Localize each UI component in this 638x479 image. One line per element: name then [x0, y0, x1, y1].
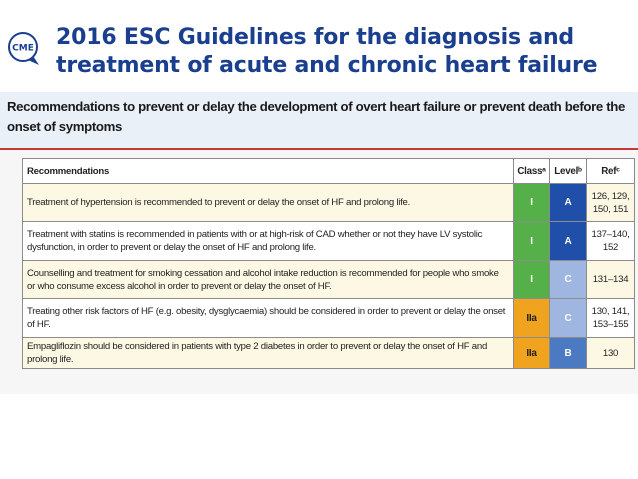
recommendation-text: Empagliflozin should be considered in patients with type 2 diabetes in order to prevent or delay the onset of HF and prolong life. — [23, 338, 514, 369]
ref-line-1: 131–134 — [592, 274, 629, 285]
table-row — [23, 184, 635, 222]
class-badge: I — [514, 222, 550, 261]
page-title — [56, 24, 597, 80]
reference-cell — [587, 261, 635, 299]
recommendation-text: Counselling and treatment for smoking cessation and alcohol intake reduction is recommended for people who smoke or who consume excess alcohol in order to prevent or delay the onset of HF. — [23, 261, 514, 299]
ref-line-2: 153–155 — [592, 319, 629, 330]
recommendation-text: Treatment with statins is recommended in patients with or at high-risk of CAD whether or not they have LV systolic dysfunction, in order to prevent or delay the onset of HF and prolong life. — [23, 222, 514, 261]
table-header-row — [23, 159, 635, 184]
level-badge: A — [550, 222, 587, 261]
recommendation-text: Treating other risk factors of HF (e.g. obesity, dysglycaemia) should be considered in order to prevent or delay the onset of HF. — [23, 299, 514, 338]
reference-cell — [587, 299, 635, 338]
header-ref: Refᶜ — [587, 159, 635, 184]
table-row — [23, 222, 635, 261]
header-recommendations: Recommendations — [23, 159, 514, 184]
cme-logo-text: CME — [12, 43, 34, 54]
ref-line-1: 126, 129, — [591, 190, 630, 202]
class-badge: IIa — [514, 299, 550, 338]
title-line-2: treatment of acute and chronic heart failure — [56, 53, 598, 78]
ref-line-1: 137–140, — [591, 229, 630, 240]
level-badge: C — [550, 299, 587, 338]
level-badge: C — [550, 261, 587, 299]
class-badge: I — [514, 184, 550, 222]
cme-logo — [6, 30, 42, 66]
recommendations-table — [22, 158, 635, 369]
table-row — [23, 261, 635, 299]
class-badge: IIa — [514, 338, 550, 369]
ref-line-1: 130 — [602, 347, 619, 359]
class-badge: I — [514, 261, 550, 299]
header-class: Classᵃ — [514, 159, 550, 184]
title-line-1: 2016 ESC Guidelines for the diagnosis and — [56, 25, 574, 50]
level-badge: B — [550, 338, 587, 369]
reference-cell — [587, 184, 635, 222]
reference-cell — [587, 222, 635, 261]
table-row — [23, 299, 635, 338]
ref-line-2: 152 — [602, 242, 619, 253]
section-subtitle: Recommendations to prevent or delay the development of overt heart failure or prevent death before the onset of symptoms — [7, 99, 625, 134]
table-row — [23, 338, 635, 369]
ref-line-2: 150, 151 — [592, 203, 629, 215]
recommendation-text: Treatment of hypertension is recommended to prevent or delay the onset of HF and prolong life. — [23, 184, 514, 222]
ref-line-1: 130, 141, — [591, 306, 630, 317]
reference-cell — [587, 338, 635, 369]
level-badge: A — [550, 184, 587, 222]
header-level: Levelᵇ — [550, 159, 587, 184]
